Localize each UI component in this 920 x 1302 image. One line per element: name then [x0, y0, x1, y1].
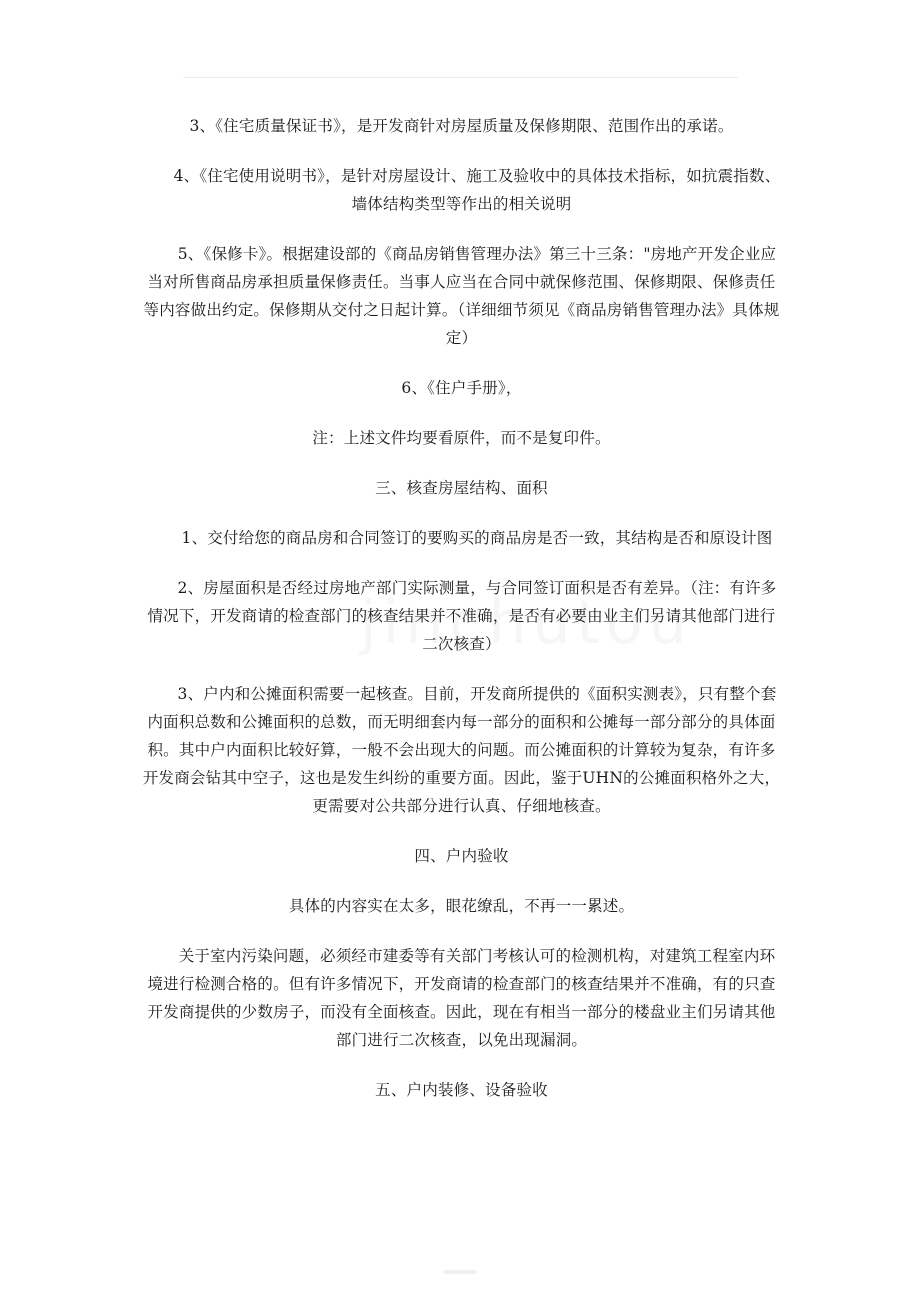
header-rule	[183, 77, 738, 78]
paragraph-indoor-pollution: 关于室内污染问题，必须经市建委等有关部门考核认可的检测机构，对建筑工程室内环境进行检测合格的。但有许多情况下，开发商请的检查部门的核查结果并不准确，有的只查开发商提供的少数房子，而没有全面核查。因此，现在有相当一部分的楼盘业主们另请其他部门进行二次核查，以免出现漏洞。	[147, 947, 776, 1049]
document-body	[140, 112, 783, 1126]
section-heading-indoor-inspection: 四、户内验收	[414, 847, 509, 865]
paragraph-warranty-card: 5、《保修卡》。根据建设部的《商品房销售管理办法》第三十三条："房地产开发企业应当对所售商品房承担质量保修责任。当事人应当在合同中就保修范围、保修期限、保修责任等内容做出约定。保修期从交付之日起计算。（详细细节须见《商品房销售管理办法》具体规定）	[143, 245, 780, 347]
paragraph-user-manual: 4、《住宅使用说明书》，是针对房屋设计、施工及验收中的具体技术指标，如抗震指数、墙体结构类型等作出的相关说明	[173, 167, 781, 213]
section-heading-decoration-equipment: 五、户内装修、设备验收	[375, 1081, 548, 1099]
paragraph-warranty-certificate: 3、《住宅质量保证书》，是开发商针对房屋质量及保修期限、范围作出的承诺。	[189, 117, 734, 135]
section-heading-structure-area: 三、核查房屋结构、面积	[375, 479, 548, 497]
paragraph-structure-check: 1、交付给您的商品房和合同签订的要购买的商品房是否一致，其结构是否和原设计图	[181, 529, 773, 547]
paragraph-shared-area: 3、户内和公摊面积需要一起核查。目前，开发商所提供的《面积实测表》，只有整个套内面积总数和公摊面积的总数，而无明细套内每一部分的面积和公摊每一部分部分的具体面积。其中户内面积比较好算，一般不会出现大的问题。而公摊面积的计算较为复杂，有许多开发商会钻其中空子，这也是发生纠纷的重要方面。因此，鉴于UHN的公摊面积格外之大，更需要对公共部分进行认真、仔细地核查。	[142, 685, 781, 815]
footer-mark	[443, 1270, 477, 1274]
paragraph-resident-handbook: 6、《住户手册》，	[401, 379, 522, 397]
paragraph-note-originals: 注：上述文件均要看原件，而不是复印件。	[312, 429, 611, 447]
paragraph-too-much-content: 具体的内容实在太多，眼花缭乱，不再一一累述。	[288, 897, 635, 915]
paragraph-area-measurement: 2、房屋面积是否经过房地产部门实际测量，与合同签订面积是否有差异。（注：有许多情况下，开发商请的检查部门的核查结果并不准确，是否有必要由业主们另请其他部门进行二次核查）	[147, 579, 777, 653]
